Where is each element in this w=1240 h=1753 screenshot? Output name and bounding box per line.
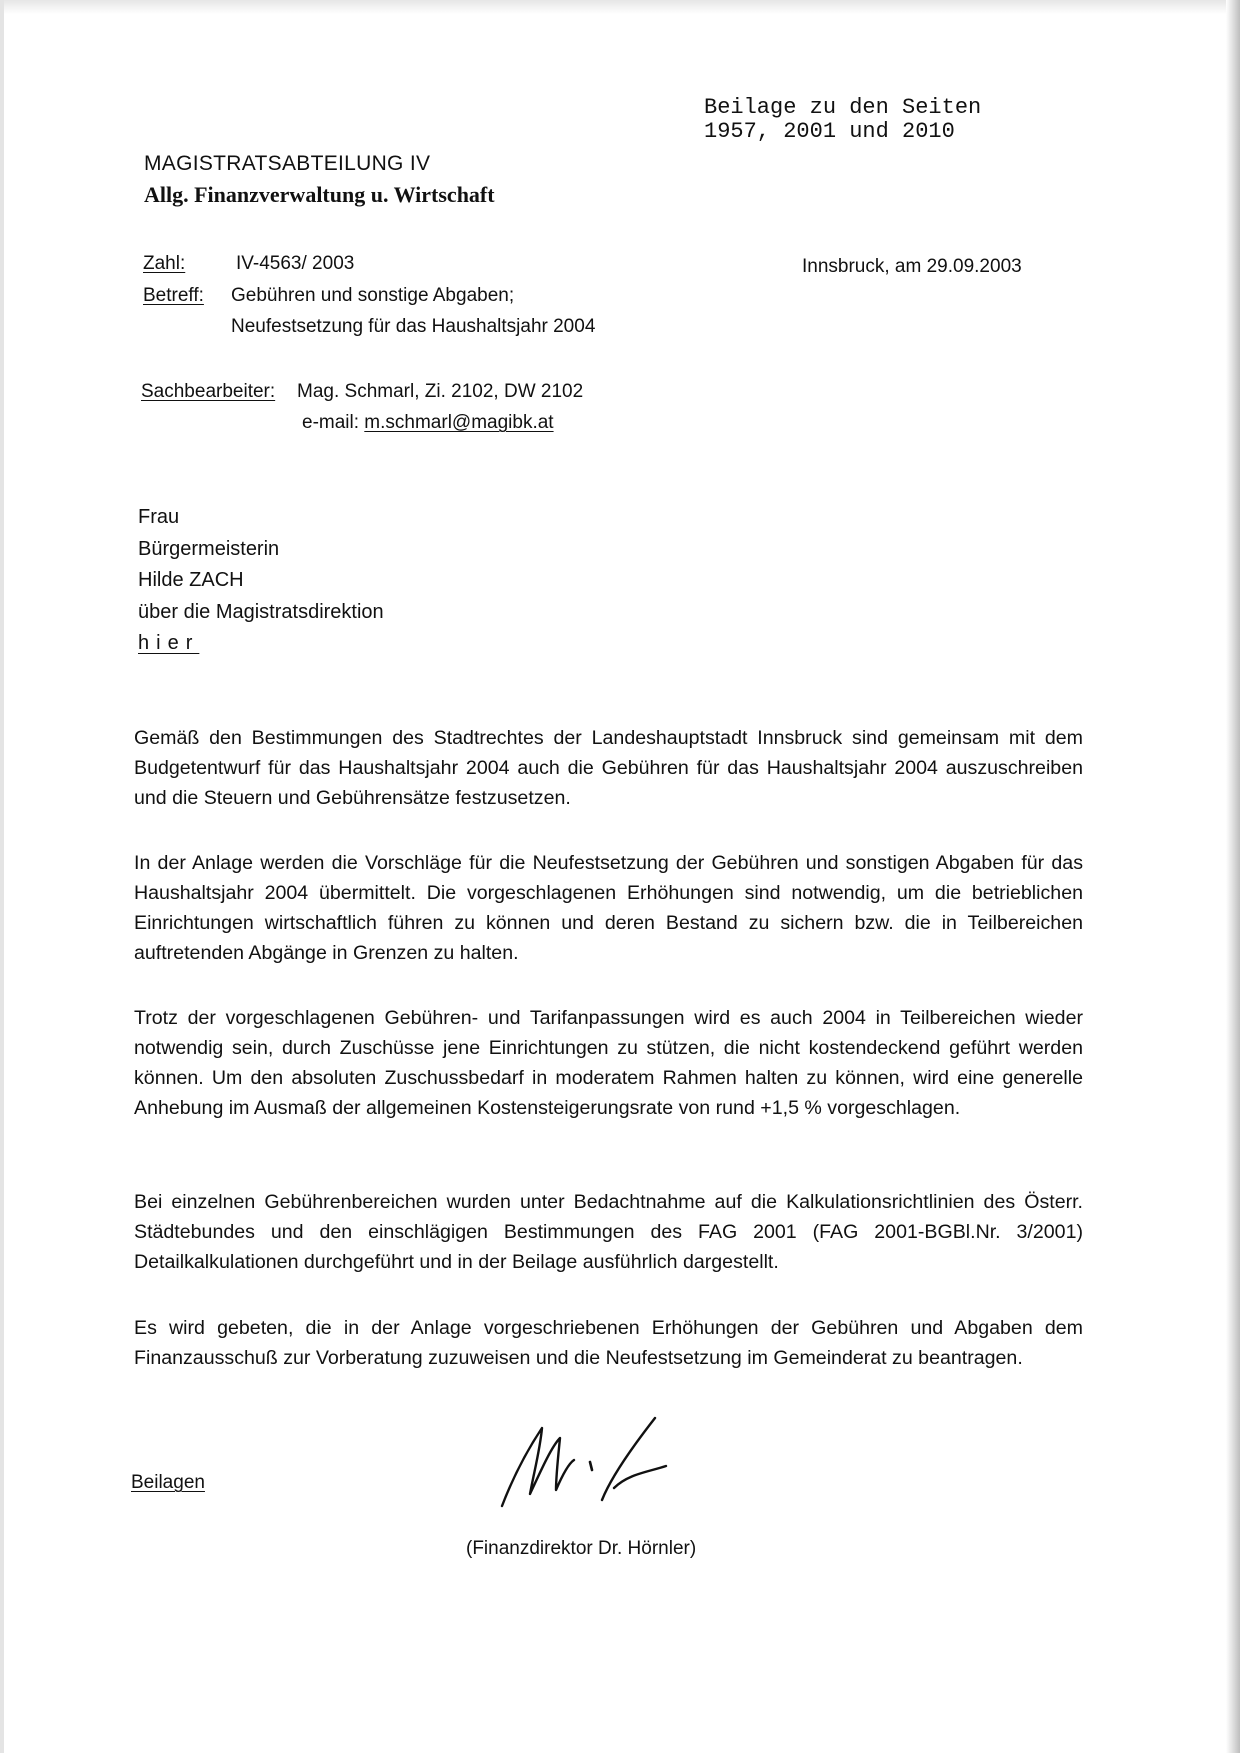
email-label: e-mail: xyxy=(302,412,360,433)
betreff-label: Betreff: xyxy=(143,285,204,306)
betreff-line1: Gebühren und sonstige Abgaben; xyxy=(231,285,515,306)
recipient-line5: hier xyxy=(138,632,200,654)
recipient-line4: über die Magistratsdirektion xyxy=(138,600,384,623)
email-link[interactable]: m.schmarl@magibk.at xyxy=(364,412,554,433)
scan-edge-top xyxy=(0,0,1240,14)
recipient-line3: Hilde ZACH xyxy=(138,569,244,591)
body-paragraph-3: Trotz der vorgeschlagenen Gebühren- und Tarifanpassungen wird es auch 2004 in Teilbereichen wieder notwendig sein, durch Zuschüsse jene Einrichtungen zu stützen, die nicht kostendeckend geführt werden können. Um den absoluten Zuschussbedarf in moderatem Rahmen halten zu können, wird eine generelle Anhebung im Ausmaß der allgemeinen Kostensteigerungsrate von rund +1,5 % vorgeschlagen. xyxy=(134,1007,1083,1119)
clerk-label: Sachbearbeiter: xyxy=(141,381,276,402)
clerk-email-row xyxy=(302,412,554,434)
zahl-label: Zahl: xyxy=(143,253,186,274)
attachment-note-line2: 1957, 2001 und 2010 xyxy=(704,119,955,144)
body-paragraph-2: In der Anlage werden die Vorschläge für die Neufestsetzung der Gebühren und sonstigen Abgaben für das Haushaltsjahr 2004 übermittelt. Die vorgeschlagenen Erhöhungen sind notwendig, um die betrieblichen Einrichtungen wirtschaftlich führen zu können und deren Bestand zu sichern bzw. die in Teilbereichen auftretenden Abgänge in Grenzen zu halten. xyxy=(134,852,1083,964)
body-paragraph-1: Gemäß den Bestimmungen des Stadtrechtes der Landeshauptstadt Innsbruck sind gemeinsam mit dem Budgetentwurf für das Haushaltsjahr 2004 auch die Gebühren für das Haushaltsjahr 2004 auszuschreiben und die Steuern und Gebührensätze festzusetzen. xyxy=(134,727,1083,809)
place-date: Innsbruck, am 29.09.2003 xyxy=(802,256,1022,277)
scan-edge-left xyxy=(0,0,4,1753)
department-subtitle: Allg. Finanzverwaltung u. Wirtschaft xyxy=(144,182,495,207)
clerk-value: Mag. Schmarl, Zi. 2102, DW 2102 xyxy=(297,381,584,402)
recipient-line1: Frau xyxy=(138,506,180,528)
recipient-address xyxy=(138,502,384,660)
attachments-label: Beilagen xyxy=(131,1472,205,1493)
scan-edge-right xyxy=(1226,0,1240,1753)
signature-image xyxy=(490,1410,690,1520)
signatory-name: (Finanzdirektor Dr. Hörnler) xyxy=(466,1538,697,1559)
attachment-note-line1: Beilage zu den Seiten xyxy=(704,95,982,120)
department-name: MAGISTRATSABTEILUNG IV xyxy=(144,152,431,175)
recipient-line2: Bürgermeisterin xyxy=(138,537,280,560)
body-paragraph-5: Es wird gebeten, die in der Anlage vorgeschriebenen Erhöhungen der Gebühren und Abgaben dem Finanzausschuß zur Vorberatung zuzuweisen und die Neufestsetzung im Gemeinderat zu beantragen. xyxy=(134,1317,1083,1369)
betreff-line2: Neufestsetzung für das Haushaltsjahr 2004 xyxy=(231,316,596,337)
body-paragraph-4: Bei einzelnen Gebührenbereichen wurden unter Bedachtnahme auf die Kalkulationsrichtlinien des Österr. Städtebundes und den einschlägigen Bestimmungen des FAG 2001 (FAG 2001-BGBl.Nr. 3/2001) Detailkalkulationen durchgeführt und in der Beilage ausführlich dargestellt. xyxy=(134,1191,1083,1273)
attachment-note xyxy=(704,96,981,144)
zahl-value: IV-4563/ 2003 xyxy=(236,253,355,274)
